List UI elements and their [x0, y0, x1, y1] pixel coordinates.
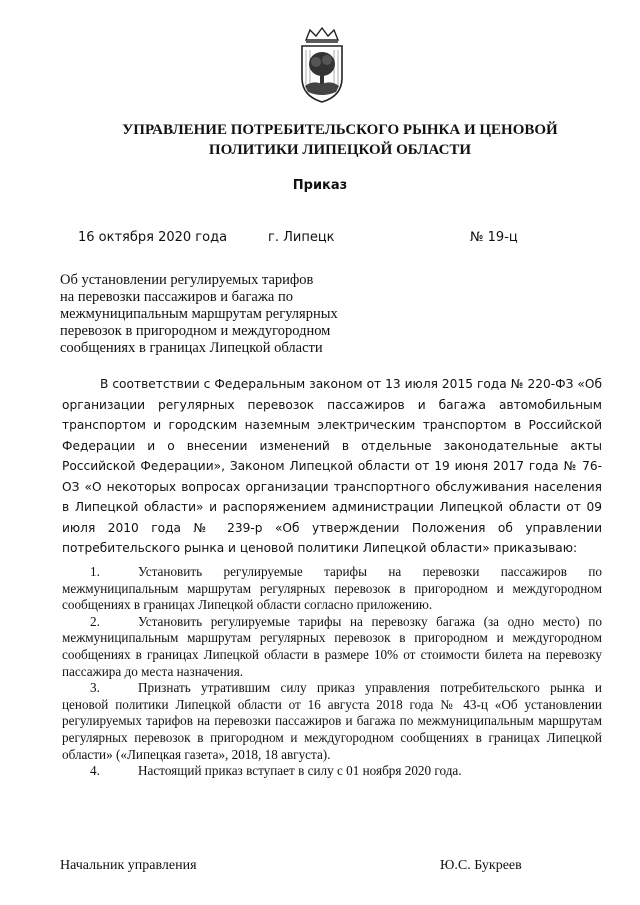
order-item — [62, 614, 602, 680]
signatory-position: Начальник управления — [60, 858, 197, 873]
order-subject — [60, 272, 380, 357]
order-number: № 19-ц — [470, 230, 518, 245]
item-text: Установить регулируемые тарифы на перевозки пассажиров по межмуниципальным маршрутам регулярных перевозок в пригородном и междугородном сообщениях в границах Липецкой области согласно приложению. — [62, 564, 602, 613]
item-number: 4. — [90, 763, 100, 779]
subject-line: межмуниципальным маршрутам регулярных — [60, 306, 338, 322]
item-text: Признать утратившим силу приказ управления потребительского рынка и ценовой политики Липецкой области от 16 августа 2018 года № 43-ц «Об установлении регулируемых тарифов на перевозки пассажиров и багажа по межмуниципальным маршрутам регулярных перевозок в пригородном и междугородном сообщениях в границах Липецкой области» («Липецкая газета», 2018, 18 августа). — [62, 680, 602, 762]
preamble-paragraph: В соответствии с Федеральным законом от 13 июля 2015 года № 220-ФЗ «Об организации регулярных перевозок пассажиров и багажа автомобильным транспортом и городским наземным электрическим транспортом в Российской Федерации и о внесении изменений в отдельные законодательные акты Российской Федерации», Законом Липецкой области от 19 июня 2017 года № 76-ОЗ «О некоторых вопросах организации транспортного обслуживания населения в Липецкой области» и распоряжением администрации Липецкой области от 09 июля 2010 года № 239-р «Об утверждении Положения об управлении потребительского рынка и ценовой политики Липецкой области» приказываю: — [62, 377, 602, 555]
organization-title-line-1: УПРАВЛЕНИЕ ПОТРЕБИТЕЛЬСКОГО РЫНКА И ЦЕНОВОЙ — [122, 122, 558, 138]
signatory-name: Ю.С. Букреев — [440, 858, 522, 873]
subject-line: сообщениях в границах Липецкой области — [60, 340, 323, 356]
order-city: г. Липецк — [268, 230, 335, 245]
item-number: 1. — [90, 564, 100, 579]
lipetsk-coat-of-arms-icon — [296, 26, 348, 106]
subject-line: Об установлении регулируемых тарифов — [60, 272, 314, 288]
document-type: Приказ — [292, 178, 348, 193]
order-item — [62, 680, 602, 763]
item-number: 3. — [90, 680, 100, 696]
item-text: Настоящий приказ вступает в силу с 01 ноября 2020 года. — [138, 763, 462, 779]
item-number: 2. — [90, 613, 100, 629]
organization-title-line-2: ПОЛИТИКИ ЛИПЕЦКОЙ ОБЛАСТИ — [208, 142, 472, 158]
order-date: 16 октября 2020 года — [78, 230, 228, 245]
order-item — [62, 763, 602, 780]
order-items — [62, 564, 602, 780]
item-text: Установить регулируемые тарифы на перевозку багажа (за одно место) по межмуниципальным маршрутам регулярных перевозок в пригородном и междугородном сообщениях в границах Липецкой области в размере 10% от стоимости билета на перевозку пассажира до места назначения. — [62, 613, 602, 679]
order-item — [62, 564, 602, 614]
subject-line: на перевозки пассажиров и багажа по — [60, 289, 293, 305]
subject-line: перевозок в пригородном и междугородном — [60, 323, 331, 339]
